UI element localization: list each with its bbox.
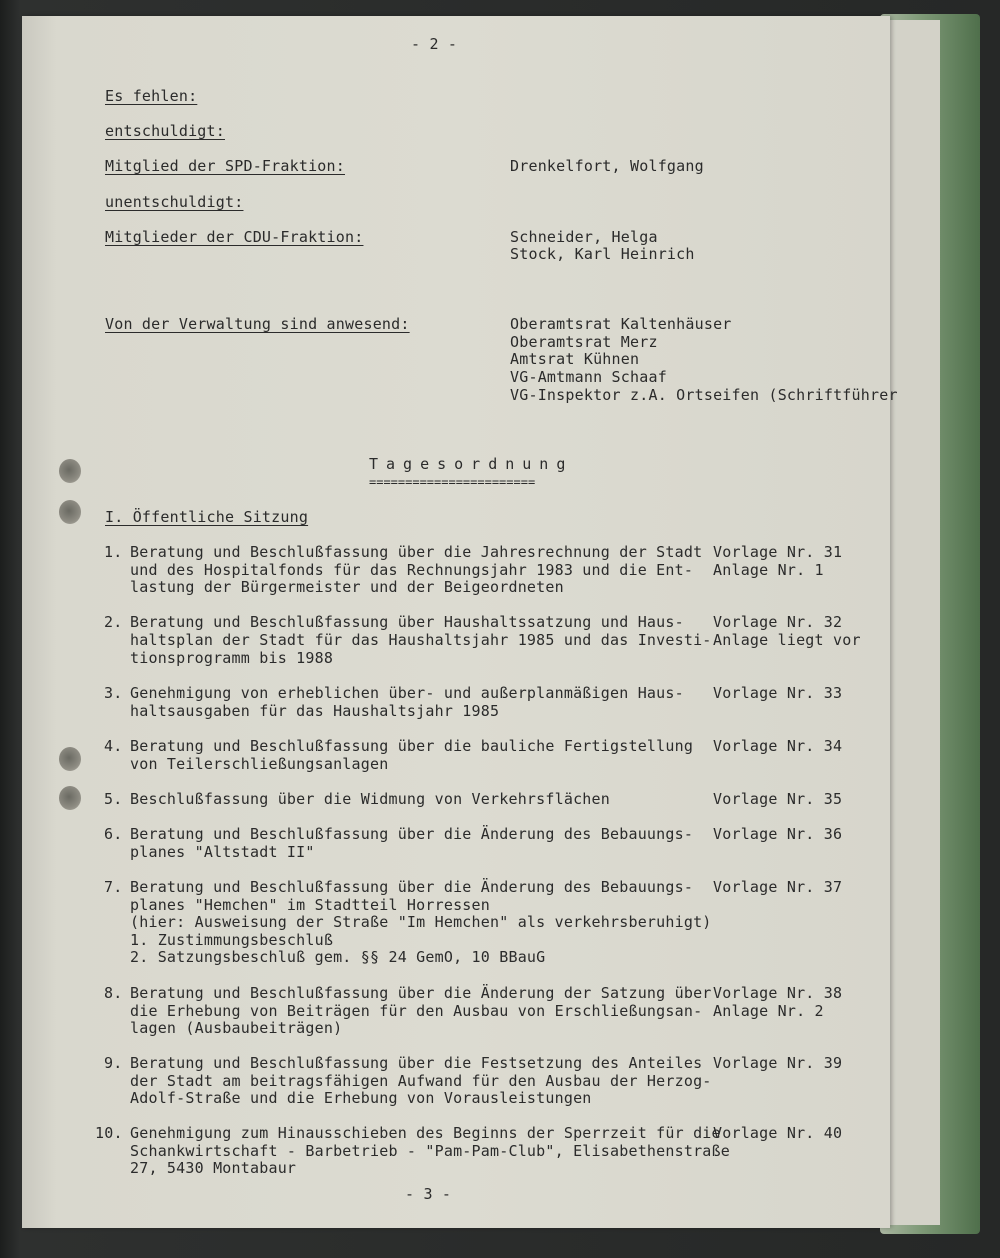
agenda-item-ref: Vorlage Nr. 36 — [713, 825, 843, 843]
agenda-item-number: 6. — [104, 825, 123, 843]
agenda-item-line: (hier: Ausweisung der Straße "Im Hemchen" als verkehrsberuhigt) — [130, 913, 712, 931]
punch-hole — [59, 459, 81, 483]
agenda-item-number: 5. — [104, 790, 123, 808]
administration-member: VG-Inspektor z.A. Ortseifen (Schriftführer — [510, 386, 898, 404]
agenda-item-ref: Vorlage Nr. 38 — [713, 984, 843, 1002]
section-heading: I. Öffentliche Sitzung — [105, 508, 309, 526]
unexcused-label: unentschuldigt: — [105, 193, 244, 211]
agenda-item-ref: Vorlage Nr. 35 — [713, 790, 843, 808]
agenda-item-line: Beratung und Beschlußfassung über die bauliche Fertigstellung — [130, 737, 694, 755]
punch-hole — [59, 786, 81, 810]
agenda-item-ref: Vorlage Nr. 37 — [713, 878, 843, 896]
agenda-item-number: 9. — [104, 1054, 123, 1072]
excused-label: entschuldigt: — [105, 122, 225, 140]
agenda-item-line: Genehmigung von erheblichen über- und außerplanmäßigen Haus- — [130, 684, 684, 702]
agenda-item-line: planes "Hemchen" im Stadtteil Horressen — [130, 896, 490, 914]
agenda-item-number: 10. — [95, 1124, 123, 1142]
administration-label: Von der Verwaltung sind anwesend: — [105, 315, 410, 333]
agenda-title: Tagesordnung — [369, 455, 574, 473]
cdu-member: Schneider, Helga — [510, 228, 658, 246]
agenda-item-line: Beratung und Beschlußfassung über die Änderung der Satzung über — [130, 984, 712, 1002]
spd-member: Drenkelfort, Wolfgang — [510, 157, 704, 175]
agenda-item-line: haltsausgaben für das Haushaltsjahr 1985 — [130, 702, 500, 720]
agenda-item-line: Genehmigung zum Hinausschieben des Beginns der Sperrzeit für die — [130, 1124, 721, 1142]
administration-member: Oberamtsrat Merz — [510, 333, 658, 351]
agenda-title-rule: ======================= — [369, 475, 536, 489]
agenda-item-number: 2. — [104, 613, 123, 631]
agenda-item-line: die Erhebung von Beiträgen für den Ausbau von Erschließungsan- — [130, 1002, 703, 1020]
agenda-item-line: Beratung und Beschlußfassung über Haushaltssatzung und Haus- — [130, 613, 684, 631]
agenda-item-line: Beratung und Beschlußfassung über die Änderung des Bebauungs- — [130, 825, 694, 843]
agenda-item-number: 7. — [104, 878, 123, 896]
agenda-item-line: 2. Satzungsbeschluß gem. §§ 24 GemO, 10 BBauG — [130, 948, 546, 966]
agenda-item-line: 1. Zustimmungsbeschluß — [130, 931, 334, 949]
administration-member: Oberamtsrat Kaltenhäuser — [510, 315, 732, 333]
cdu-member: Stock, Karl Heinrich — [510, 245, 695, 263]
agenda-item-number: 8. — [104, 984, 123, 1002]
agenda-item-ref: Anlage Nr. 2 — [713, 1002, 824, 1020]
administration-member: VG-Amtmann Schaaf — [510, 368, 667, 386]
page-number-top: - 2 - — [411, 35, 458, 53]
agenda-item-line: Beratung und Beschlußfassung über die Änderung des Bebauungs- — [130, 878, 694, 896]
agenda-item-line: planes "Altstadt II" — [130, 843, 315, 861]
agenda-item-ref: Anlage Nr. 1 — [713, 561, 824, 579]
agenda-item-ref: Vorlage Nr. 40 — [713, 1124, 843, 1142]
agenda-item-number: 1. — [104, 543, 123, 561]
agenda-item-ref: Vorlage Nr. 34 — [713, 737, 843, 755]
administration-member: Amtsrat Kühnen — [510, 350, 640, 368]
punch-hole — [59, 747, 81, 771]
agenda-item-line: Beschlußfassung über die Widmung von Verkehrsflächen — [130, 790, 610, 808]
agenda-item-line: Beratung und Beschlußfassung über die Festsetzung des Anteiles — [130, 1054, 703, 1072]
spd-label: Mitglied der SPD-Fraktion: — [105, 157, 345, 175]
page-number-bottom: - 3 - — [405, 1185, 452, 1203]
agenda-item-ref: Vorlage Nr. 33 — [713, 684, 843, 702]
cdu-label: Mitglieder der CDU-Fraktion: — [105, 228, 364, 246]
agenda-item-ref: Vorlage Nr. 39 — [713, 1054, 843, 1072]
agenda-item-number: 4. — [104, 737, 123, 755]
agenda-item-line: lastung der Bürgermeister und der Beigeordneten — [130, 578, 564, 596]
agenda-item-ref: Vorlage Nr. 31 — [713, 543, 843, 561]
agenda-item-line: tionsprogramm bis 1988 — [130, 649, 334, 667]
absent-heading: Es fehlen: — [105, 87, 198, 105]
agenda-item-line: der Stadt am beitragsfähigen Aufwand für den Ausbau der Herzog- — [130, 1072, 712, 1090]
agenda-item-ref: Anlage liegt vor — [713, 631, 861, 649]
agenda-item-line: 27, 5430 Montabaur — [130, 1159, 297, 1177]
agenda-item-ref: Vorlage Nr. 32 — [713, 613, 843, 631]
agenda-item-line: lagen (Ausbaubeiträgen) — [130, 1019, 343, 1037]
agenda-item-line: von Teilerschließungsanlagen — [130, 755, 389, 773]
agenda-item-line: haltsplan der Stadt für das Haushaltsjahr 1985 und das Investi- — [130, 631, 712, 649]
agenda-item-line: und des Hospitalfonds für das Rechnungsjahr 1983 und die Ent- — [130, 561, 694, 579]
agenda-item-line: Beratung und Beschlußfassung über die Jahresrechnung der Stadt — [130, 543, 703, 561]
agenda-item-number: 3. — [104, 684, 123, 702]
agenda-item-line: Schankwirtschaft - Barbetrieb - "Pam-Pam-Club", Elisabethenstraße — [130, 1142, 730, 1160]
agenda-item-line: Adolf-Straße und die Erhebung von Vorausleistungen — [130, 1089, 592, 1107]
punch-hole — [59, 500, 81, 524]
